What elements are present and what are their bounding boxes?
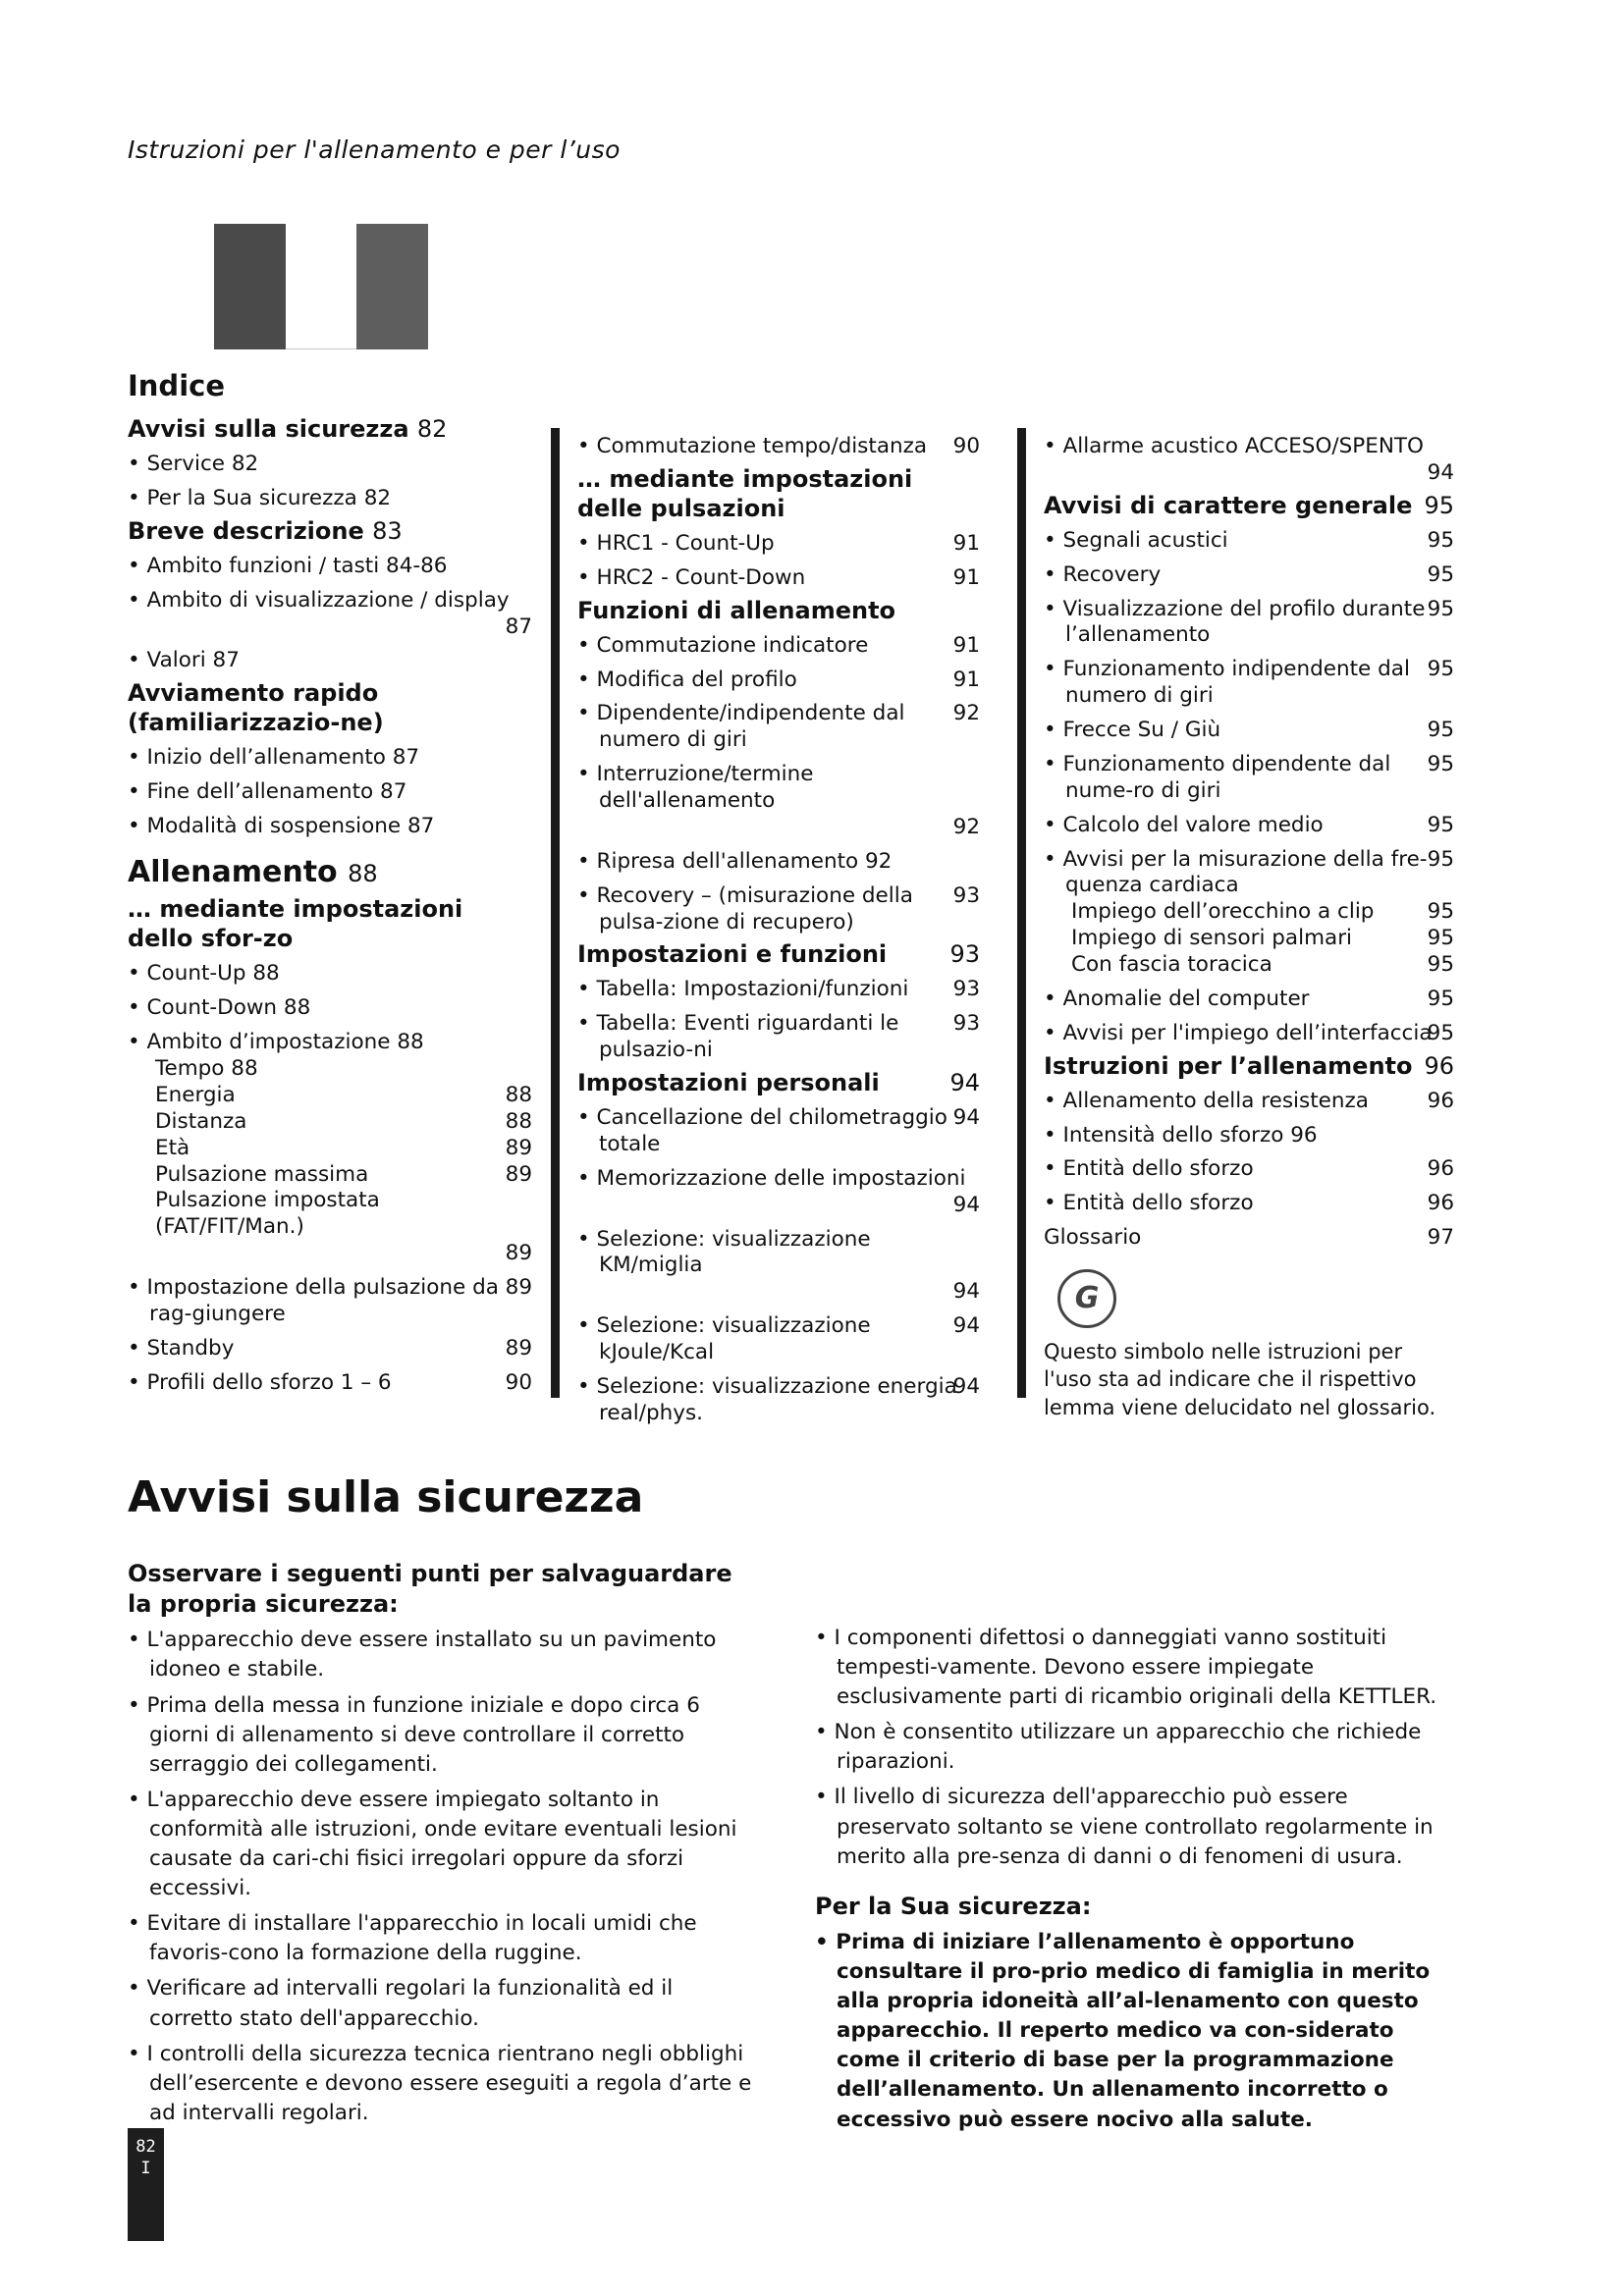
toc-heading-text: Breve descrizione — [128, 516, 364, 545]
toc-item-text: Funzionamento dipendente dal nume-ro di giri — [1062, 751, 1391, 803]
toc-subitem-text: Età — [155, 1135, 190, 1160]
safety-bullet: • Verificare ad intervalli regolari la funzionalità ed il corretto stato dell'apparecchio. — [128, 1976, 674, 2031]
toc-page-number: 94 — [949, 1069, 980, 1096]
toc-item: 95 • Visualizzazione del profilo durante l’allenamento — [1044, 596, 1454, 648]
toc-item: • Memorizzazione delle impostazioni 94 — [577, 1165, 980, 1217]
toc-page-number: 95 — [1427, 899, 1454, 925]
toc-item-text: Dipendente/indipendente dal numero di giri — [596, 701, 905, 753]
toc-item: 96 • Allenamento della resistenza — [1044, 1088, 1454, 1113]
toc-item-text: Ambito di visualizzazione / display — [146, 587, 510, 613]
toc-page-number: 88 — [348, 859, 378, 887]
toc-item: 93 • Tabella: Eventi riguardanti le pulsazio-ni — [577, 1011, 980, 1063]
toc-subitem-text: Pulsazione impostata (FAT/FIT/Man.) — [155, 1188, 380, 1240]
safety-bullet: • I componenti difettosi o danneggiati vanno sostituiti tempesti-vamente. Devono essere impiegate esclusivamente parti di ricambio originali della KETTLER. — [815, 1626, 1437, 1710]
toc-item: • Count-Down 88 — [128, 995, 311, 1021]
safety-bullet-text: I controlli della sicurezza tecnica rientrano negli obblighi dell’esercente e devono essere eseguiti a regola d’arte e ad intervalli regolari. — [146, 2041, 752, 2125]
toc-page-number: 89 — [505, 1135, 532, 1160]
toc-item: 94 • Selezione: visualizzazione energia real/phys. — [577, 1373, 980, 1425]
toc-heading — [577, 596, 980, 625]
toc-item: • Valori 87 — [128, 648, 240, 673]
flag-stripe-middle — [286, 224, 356, 349]
toc-item-text: Calcolo del valore medio — [1062, 812, 1324, 837]
toc-item-text: Tabella: Impostazioni/funzioni — [596, 977, 909, 1002]
toc-page-number: 96 — [1427, 1088, 1454, 1113]
toc-page-number: 95 — [1427, 561, 1454, 587]
toc-item-text: Entità dello sforzo — [1062, 1156, 1254, 1182]
toc-item-text: Valori 87 — [146, 648, 240, 673]
toc-heading — [128, 516, 532, 546]
toc-heading-text: Avvisi di carattere generale — [1044, 491, 1413, 519]
toc-item-text: Impostazione della pulsazione da rag-giungere — [146, 1275, 499, 1326]
toc-item: 95 • Segnali acustici — [1044, 527, 1454, 553]
toc-glossary-text: Glossario — [1044, 1225, 1142, 1251]
toc-divider-2 — [1017, 428, 1026, 1398]
toc-item-text: Segnali acustici — [1062, 527, 1228, 553]
toc-item-text: Selezione: visualizzazione energia real/phys. — [596, 1373, 957, 1425]
toc-subitem-text: Tempo 88 — [155, 1056, 258, 1081]
toc-heading — [128, 678, 532, 737]
toc-subitem — [1044, 899, 1454, 926]
page-lang: I — [140, 2159, 151, 2178]
toc-page-number: 93 — [952, 977, 980, 1002]
toc-item: • Interruzione/termine dell'allenamento 92 — [577, 762, 980, 839]
toc-subitem-text: Distanza — [155, 1108, 247, 1134]
toc-page-number: 94 — [952, 1192, 980, 1217]
toc-page-number: 83 — [372, 516, 403, 545]
safety-bullet-text: L'apparecchio deve essere installato su un pavimento idoneo e stabile. — [146, 1628, 717, 1682]
toc-item-text: Count-Down 88 — [146, 995, 311, 1021]
toc-heading-text: Impostazioni e funzioni — [577, 940, 888, 969]
toc-page-number: 94 — [952, 1105, 980, 1130]
safety-bullet-text: Prima della messa in funzione iniziale e dopo circa 6 giorni di allenamento si deve controllare il corretto serraggio dei collegamenti. — [146, 1692, 700, 1777]
toc-item: 91 • Modifica del profilo — [577, 667, 980, 692]
toc-item-text: HRC1 - Count-Up — [596, 530, 775, 556]
toc-page-number: 87 — [505, 614, 532, 639]
toc-item-text: Cancellazione del chilometraggio totale — [596, 1105, 947, 1156]
toc-item-text: Fine dell’allenamento 87 — [146, 779, 407, 805]
toc-page-number: 95 — [1427, 986, 1454, 1011]
toc-heading-text: Avvisi sulla sicurezza — [128, 415, 409, 443]
page-number-tab — [128, 2128, 164, 2241]
toc-page-number: 93 — [952, 1011, 980, 1037]
toc-subitem — [128, 1056, 532, 1083]
toc-page-number: 95 — [1427, 596, 1454, 621]
toc-item-text: Per la Sua sicurezza 82 — [146, 485, 392, 510]
toc-item: 95 • Anomalie del computer — [1044, 986, 1454, 1011]
toc-item: 95 • Avvisi per la misurazione della fre-quenza cardiaca — [1044, 846, 1454, 898]
toc-item: 95 • Calcolo del valore medio — [1044, 812, 1454, 837]
your-safety-heading: Per la Sua sicurezza: — [815, 1892, 1092, 1920]
flag-stripe-left — [214, 224, 286, 349]
toc-chapter-text: Allenamento — [128, 854, 338, 889]
toc-item-text: Anomalie del computer — [1062, 986, 1310, 1011]
toc-item: • Ambito d’impostazione 88 — [128, 1030, 424, 1055]
toc-page-number: 94 — [1427, 459, 1454, 485]
toc-item: 94 • Selezione: visualizzazione kJoule/Kcal — [577, 1313, 980, 1364]
safety-bullet-text: I componenti difettosi o danneggiati vanno sostituiti tempesti-vamente. Devono essere impiegate esclusivamente parti di ricambio originali della KETTLER. — [834, 1626, 1437, 1710]
toc-page-number: 95 — [1427, 657, 1454, 682]
toc-page-number: 93 — [952, 882, 980, 908]
toc-item-text: Visualizzazione del profilo durante l’allenamento — [1062, 596, 1426, 648]
toc-item-text: Memorizzazione delle impostazioni — [596, 1165, 966, 1191]
toc-item: • Count-Up 88 — [128, 961, 280, 987]
toc-item-text: Ambito d’impostazione 88 — [146, 1030, 424, 1055]
safety-bullet: • L'apparecchio deve essere impiegato soltanto in conformità alle istruzioni, onde evitare eventuali lesioni causate da cari-chi fisici irregolari oppure da sforzi eccessivi. — [128, 1787, 737, 1901]
toc-item-text: Modalità di sospensione 87 — [146, 814, 435, 838]
toc-page-number: 95 — [1427, 846, 1454, 872]
toc-page-number: 95 — [1427, 527, 1454, 553]
toc-item-text: Service 82 — [146, 452, 259, 476]
toc-item: 95 • Frecce Su / Giù — [1044, 718, 1454, 742]
toc-page-number: 95 — [1427, 952, 1454, 977]
toc-item: • Ambito di visualizzazione / display 87 — [128, 587, 532, 639]
toc-divider-1 — [551, 428, 560, 1398]
your-safety-bullet: • Prima di iniziare l’allenamento è opportuno consultare il pro-prio medico di famiglia in merito alla propria idoneità all’al-lenamento con questo apparecchio. Il reperto medico va con-siderato come il criterio di base per la programmazione dell’allenamento. Un allenamento incorretto o eccessivo può essere nocivo alla salute. — [815, 1929, 1431, 2132]
safety-bullet-text: L'apparecchio deve essere impiegato soltanto in conformità alle istruzioni, onde evitare eventuali lesioni causate da cari-chi fisici irregolari oppure da sforzi eccessivi. — [146, 1787, 737, 1901]
toc-chapter-heading — [128, 854, 532, 891]
toc-item: 91 • HRC1 - Count-Up — [577, 530, 980, 556]
toc-item-text: Selezione: visualizzazione kJoule/Kcal — [596, 1313, 871, 1364]
toc-page-number: 95 — [1427, 812, 1454, 837]
toc-heading — [577, 1068, 980, 1097]
toc-heading-text: Funzioni di allenamento — [577, 596, 896, 624]
toc-column-3 — [1044, 426, 1454, 1421]
toc-item-text: Entità dello sforzo — [1062, 1191, 1254, 1216]
toc-item: • Selezione: visualizzazione KM/miglia 94 — [577, 1226, 980, 1305]
toc-subitem — [1044, 926, 1454, 952]
toc-page-number: 95 — [1427, 751, 1454, 776]
page-number: 82 — [135, 2137, 156, 2157]
toc-item-text: Frecce Su / Giù — [1062, 718, 1221, 742]
toc-page-number: 94 — [952, 1373, 980, 1399]
toc-page-number: 82 — [416, 415, 448, 443]
toc-item: 89 • Impostazione della pulsazione da rag-giungere — [128, 1275, 532, 1326]
safety-bullet-text: Non è consentito utilizzare un apparecchio che richiede riparazioni. — [834, 1720, 1422, 1775]
toc-subitem-text: Energia — [155, 1082, 236, 1107]
toc-subitem-text: Pulsazione massima — [155, 1161, 369, 1187]
toc-item: • Modalità di sospensione 87 — [128, 814, 435, 838]
toc-column-2 — [577, 426, 980, 1427]
toc-item-text: Allenamento della resistenza — [1062, 1088, 1369, 1113]
toc-page-number: 96 — [1427, 1191, 1454, 1216]
toc-item: 93 • Recovery – (misurazione della pulsa-zione di recupero) — [577, 882, 980, 934]
safety-title: Avvisi sulla sicurezza — [128, 1472, 644, 1522]
toc-item: • Inizio dell’allenamento 87 — [128, 745, 420, 771]
toc-heading-text: Istruzioni per l’allenamento — [1044, 1051, 1413, 1080]
toc-subitem — [1044, 952, 1454, 979]
toc-page-number: 95 — [1427, 926, 1454, 951]
safety-bullet: • I controlli della sicurezza tecnica rientrano negli obblighi dell’esercente e devono essere eseguiti a regola d’arte e ad intervalli regolari. — [128, 2041, 752, 2125]
toc-page-number: 90 — [952, 434, 980, 458]
toc-item-text: Funzionamento indipendente dal numero di giri — [1062, 657, 1410, 709]
toc-page-number: 89 — [505, 1335, 532, 1361]
safety-intro: Osservare i seguenti punti per salvaguardare la propria sicurezza: — [128, 1560, 732, 1619]
safety-bullet-text: Verificare ad intervalli regolari la funzionalità ed il corretto stato dell'apparecchio. — [146, 1976, 674, 2031]
safety-bullet: • L'apparecchio deve essere installato su un pavimento idoneo e stabile. — [128, 1628, 717, 1682]
safety-left-column — [128, 1559, 756, 2128]
safety-bullet: • Prima della messa in funzione iniziale e dopo circa 6 giorni di allenamento si deve controllare il corretto serraggio dei collegamenti. — [128, 1692, 700, 1777]
toc-item: 94 • Cancellazione del chilometraggio totale — [577, 1105, 980, 1156]
toc-heading-text: Impostazioni personali — [577, 1069, 880, 1096]
toc-item-text: Recovery — [1062, 561, 1162, 587]
toc-item: 93 • Tabella: Impostazioni/funzioni — [577, 977, 980, 1002]
toc-item: 95 • Funzionamento indipendente dal numero di giri — [1044, 657, 1454, 709]
toc-page-number: 89 — [505, 1161, 532, 1187]
toc-item: 91 • Commutazione indicatore — [577, 632, 980, 658]
toc-heading — [128, 894, 532, 953]
toc-item: 95 • Avvisi per l'impiego dell’interfaccia — [1044, 1020, 1454, 1045]
safety-bullet-text: Evitare di installare l'apparecchio in locali umidi che favoris-cono la formazione della ruggine. — [146, 1911, 697, 1966]
toc-item-text: Intensità dello sforzo 96 — [1062, 1122, 1318, 1148]
toc-heading — [577, 939, 980, 969]
toc-page-number: 96 — [1424, 1051, 1454, 1080]
toc-heading — [1044, 1051, 1454, 1081]
toc-page-number: 95 — [1424, 491, 1454, 519]
toc-subitem — [128, 1188, 532, 1267]
toc-item: • Per la Sua sicurezza 82 — [128, 485, 392, 510]
toc-item: 96 • Entità dello sforzo — [1044, 1191, 1454, 1216]
toc-item: 91 • HRC2 - Count-Down — [577, 564, 980, 590]
toc-item: 95 • Recovery — [1044, 561, 1454, 587]
toc-item-text: Allarme acustico ACCESO/SPENTO — [1062, 434, 1424, 458]
toc-item: • Intensità dello sforzo 96 — [1044, 1122, 1318, 1148]
toc-page-number: 91 — [952, 632, 980, 658]
toc-page-number: 95 — [1427, 718, 1454, 742]
toc-page-number: 94 — [952, 1313, 980, 1339]
toc-item-text: Tabella: Eventi riguardanti le pulsazio-ni — [596, 1011, 899, 1063]
toc-item: 92 • Dipendente/indipendente dal numero di giri — [577, 701, 980, 753]
toc-page-number: 96 — [1427, 1156, 1454, 1182]
toc-item-text: Profili dello sforzo 1 – 6 — [146, 1369, 392, 1395]
toc-title: Indice — [128, 369, 225, 402]
toc-item: • Fine dell’allenamento 87 — [128, 779, 407, 805]
toc-item: 95 • Funzionamento dipendente dal nume-ro di giri — [1044, 751, 1454, 803]
toc-page-number: 91 — [952, 564, 980, 590]
toc-subitem-text: Impiego di sensori palmari — [1071, 926, 1353, 951]
toc-subitem — [128, 1136, 532, 1162]
toc-item: • Ambito funzioni / tasti 84-86 — [128, 553, 448, 578]
toc-page-number: 88 — [505, 1082, 532, 1107]
toc-page-number: 92 — [952, 814, 980, 839]
toc-heading — [128, 414, 532, 444]
toc-item-text: Recovery – (misurazione della pulsa-zione di recupero) — [596, 882, 913, 934]
safety-right-column — [815, 1618, 1453, 2135]
toc-item-text: Ambito funzioni / tasti 84-86 — [146, 553, 448, 578]
safety-bullet: • Il livello di sicurezza dell'apparecchio può essere preservato soltanto se viene controllato regolarmente in merito alla pre-senza di danni o di fenomeni di usura. — [815, 1785, 1434, 1869]
toc-item-text: Commutazione tempo/distanza — [596, 434, 928, 458]
toc-page-number: 92 — [952, 701, 980, 726]
toc-heading-text: … mediante impostazioni dello sfor-zo — [128, 895, 463, 953]
toc-item: 90 • Profili dello sforzo 1 – 6 — [128, 1369, 532, 1395]
toc-subitem — [128, 1162, 532, 1189]
safety-bullet-text: Il livello di sicurezza dell'apparecchio può essere preservato soltanto se viene controllato regolarmente in merito alla pre-senza di danni o di fenomeni di usura. — [834, 1785, 1434, 1869]
toc-subitem — [128, 1109, 532, 1136]
toc-item: 90 • Commutazione tempo/distanza — [577, 434, 980, 458]
toc-page-number: 88 — [505, 1108, 532, 1134]
toc-item-text: Inizio dell’allenamento 87 — [146, 745, 420, 771]
toc-page-number: 94 — [952, 1279, 980, 1305]
document-header: Istruzioni per l'allenamento e per l’uso — [128, 135, 621, 164]
toc-page-number: 90 — [505, 1369, 532, 1395]
glossary-note: Questo simbolo nelle istruzioni per l'uso sta ad indicare che il rispettivo lemma viene delucidato nel glossario. — [1044, 1340, 1436, 1419]
toc-item-text: Interruzione/termine dell'allenamento — [596, 762, 814, 813]
toc-page-number: 93 — [949, 940, 980, 969]
toc-column-1 — [128, 410, 532, 1397]
toc-heading-text: … mediante impostazioni delle pulsazioni — [577, 464, 913, 522]
toc-item-text: Avvisi per la misurazione della fre-quenza cardiaca — [1062, 846, 1428, 898]
glossary-g-icon: G — [1057, 1269, 1116, 1328]
safety-bullet: • Evitare di installare l'apparecchio in locali umidi che favoris-cono la formazione della ruggine. — [128, 1911, 697, 1966]
toc-item: • Service 82 — [128, 452, 259, 476]
toc-item-text: Commutazione indicatore — [596, 632, 869, 658]
toc-heading-text: Avviamento rapido (familiarizzazio-ne) — [128, 679, 384, 737]
toc-page-number: 91 — [952, 667, 980, 692]
toc-page-number: 89 — [505, 1275, 532, 1300]
toc-item-text: Count-Up 88 — [146, 961, 280, 987]
toc-page-number: 95 — [1427, 1020, 1454, 1045]
toc-item-text: Standby — [146, 1335, 235, 1361]
toc-item-text: HRC2 - Count-Down — [596, 564, 806, 590]
toc-item-text: Avvisi per l'impiego dell’interfaccia — [1062, 1020, 1433, 1045]
toc-page-number: 89 — [505, 1241, 532, 1266]
safety-bullet: • Non è consentito utilizzare un apparecchio che richiede riparazioni. — [815, 1720, 1422, 1775]
flag-stripe-right — [356, 224, 428, 349]
toc-heading — [577, 464, 980, 523]
toc-page-number: 91 — [952, 530, 980, 556]
toc-item-text: Ripresa dell'allenamento 92 — [596, 848, 893, 874]
toc-subitem-text: Impiego dell’orecchino a clip — [1071, 899, 1375, 925]
toc-item: 89 • Standby — [128, 1335, 532, 1361]
toc-subitem — [128, 1083, 532, 1109]
toc-subitem-text: Con fascia toracica — [1071, 952, 1272, 977]
toc-heading — [1044, 491, 1454, 520]
toc-item: • Ripresa dell'allenamento 92 — [577, 848, 893, 874]
toc-glossary-row — [1044, 1225, 1454, 1252]
toc-page-number: 97 — [1427, 1225, 1454, 1251]
toc-item-text: Modifica del profilo — [596, 667, 797, 692]
toc-item: • Allarme acustico ACCESO/SPENTO 94 — [1044, 434, 1454, 485]
toc-item: 96 • Entità dello sforzo — [1044, 1156, 1454, 1182]
toc-item-text: Selezione: visualizzazione KM/miglia — [596, 1226, 871, 1278]
